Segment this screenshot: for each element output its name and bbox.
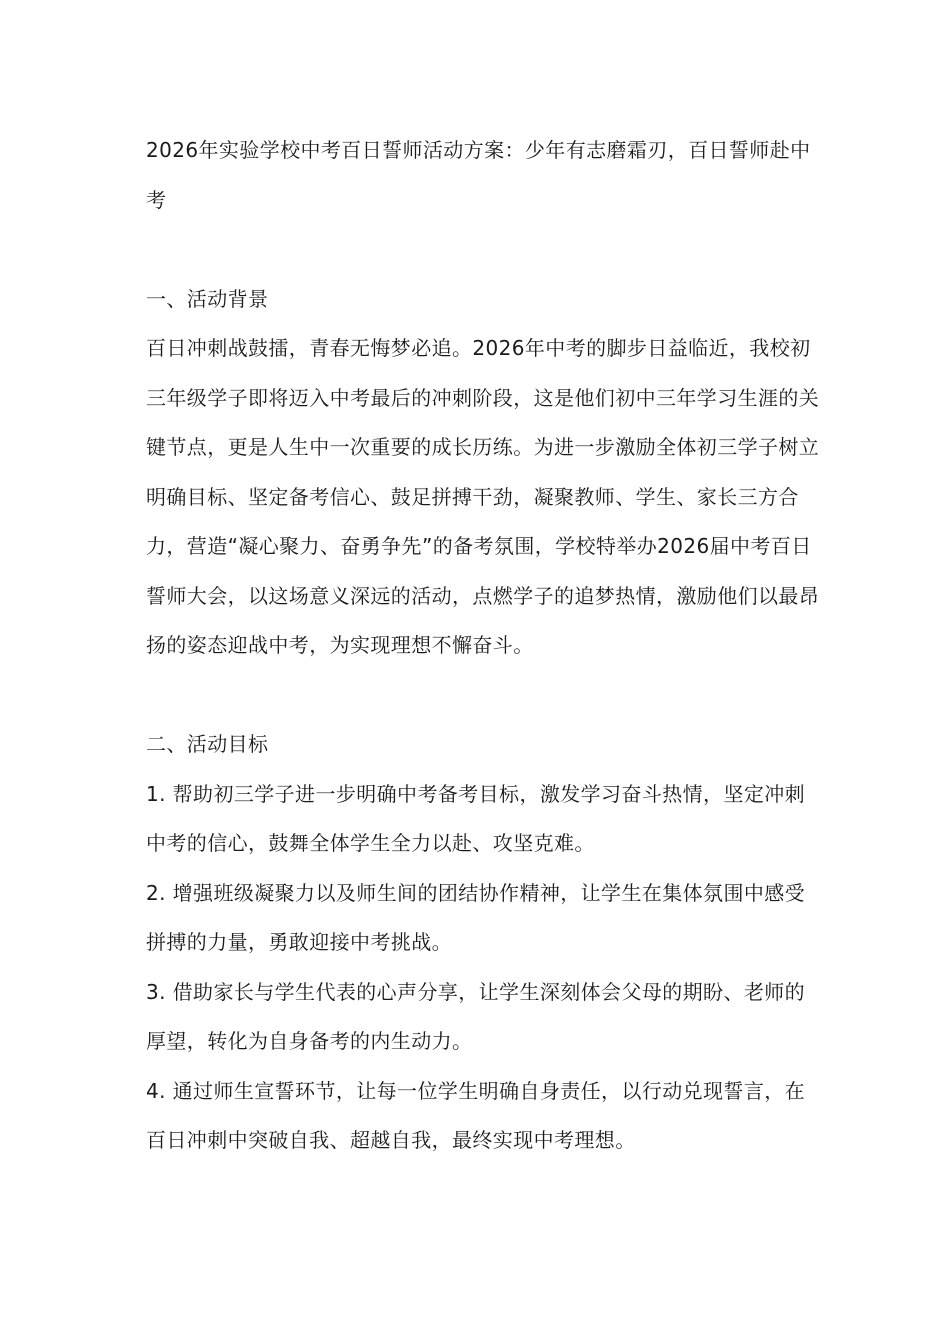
goal-item-4: 4. 通过师生宣誓环节，让每一位学生明确自身责任，以行动兑现誓言，在百日冲刺中突破自我、超越自我，最终实现中考理想。 <box>146 1078 806 1152</box>
spacer <box>146 671 822 721</box>
section-heading-background: 一、活动背景 <box>146 286 269 311</box>
goal-item-1: 1. 帮助初三学子进一步明确中考备考目标，激发学习奋斗热情，坚定冲刺中考的信心，鼓舞全体学生全力以赴、攻坚克难。 <box>146 781 806 855</box>
document-title: 2026年实验学校中考百日誓师活动方案：少年有志磨霜刃，百日誓师赴中考 <box>146 138 811 212</box>
section-heading-goals: 二、活动目标 <box>146 732 269 756</box>
goal-item-3: 3. 借助家长与学生代表的心声分享，让学生深刻体会父母的期盼、老师的厚望，转化为自身备考的内生动力。 <box>146 979 806 1053</box>
document-body <box>146 126 822 1166</box>
goal-item-2: 2. 增强班级凝聚力以及师生间的团结协作精神，让学生在集体氛围中感受拼搏的力量，勇敢迎接中考挑战。 <box>146 880 806 954</box>
background-paragraph: 百日冲刺战鼓擂，青春无悔梦必追。2026年中考的脚步日益临近，我校初三年级学子即将迈入中考最后的冲刺阶段，这是他们初中三年学习生涯的关键节点，更是人生中一次重要的成长历练。为进一步激励全体初三学子树立明确目标、坚定备考信心、鼓足拼搏干劲，凝聚教师、学生、家长三方合力，营造“凝心聚力、奋勇争先”的备考氛围，学校特举办2026届中考百日誓师大会，以这场意义深远的活动，点燃学子的追梦热情，激励他们以最昂扬的姿态迎战中考，为实现理想不懈奋斗。 <box>146 336 820 657</box>
spacer <box>146 225 822 275</box>
